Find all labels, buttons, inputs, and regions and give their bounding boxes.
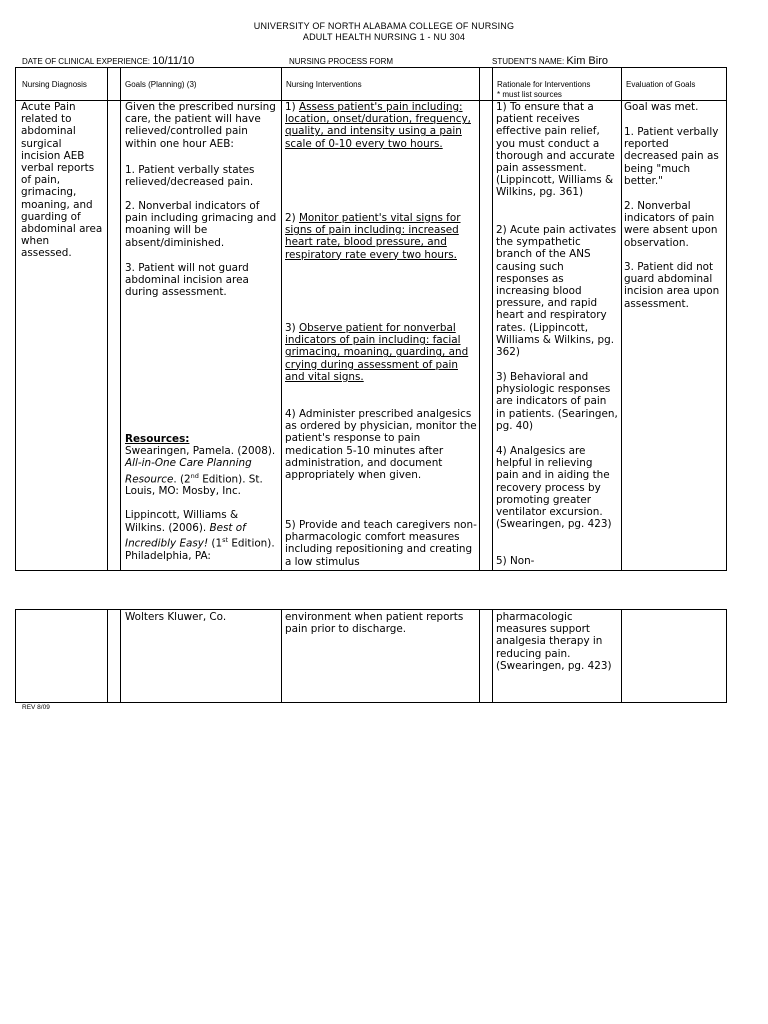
student-name-value: Kim Biro — [566, 55, 608, 67]
evaluation-summary: Goal was met. — [624, 101, 699, 113]
clinical-date — [22, 55, 194, 67]
intervention-5-continued: environment when patient reports pain prior to discharge. — [285, 611, 464, 636]
reference-lippincott: Lippincott, Williams & Wilkins. (2006). Best of Incredibly Easy! (1st Edition). Philadelphia, PA: — [125, 509, 275, 562]
goal-intro: Given the prescribed nursing care, the patient will have relieved/controlled pain within one hour AEB: — [125, 101, 276, 150]
form-title: NURSING PROCESS FORM — [289, 57, 394, 66]
intervention-1: 1) Assess patient's pain including: location, onset/duration, frequency, quality, and intensity using a pain scale of 0-10 every two hours. — [285, 101, 471, 150]
intervention-5: 5) Provide and teach caregivers non-pharmacologic comfort measures including repositioning and creating a low stimulus — [285, 519, 477, 568]
evaluation-3: 3. Patient did not guard abdominal incision area upon assessment. — [624, 261, 720, 310]
diagnosis-text: Acute Pain related to abdominal surgical incision AEB verbal reports of pain, grimacing, moaning, and guarding of abdominal area when assessed. — [21, 101, 103, 260]
nursing-process-table — [15, 67, 727, 571]
col-header-goals: Goals (Planning) (3) — [125, 80, 197, 89]
rationale-5: 5) Non- — [496, 555, 535, 567]
col-header-evaluation: Evaluation of Goals — [626, 80, 696, 89]
goal-1: 1. Patient verbally states relieved/decreased pain. — [125, 164, 255, 189]
continuation-table — [15, 609, 727, 703]
clinical-date-label: DATE OF CLINICAL EXPERIENCE: — [22, 57, 153, 66]
student-name — [492, 55, 608, 67]
rationale-2: 2) Acute pain activates the sympathetic branch of the ANS causing such responses as increasing blood pressure, and rapid heart and respiratory rates. (Lippincott, Williams & Wilkins, pg. 362) — [496, 224, 617, 359]
rationale-3: 3) Behavioral and physiologic responses are indicators of pain in patients. (Searingen, pg. 40) — [496, 371, 618, 432]
student-name-label: STUDENT'S NAME: — [492, 57, 567, 66]
evaluation-1: 1. Patient verbally reported decreased pain as being "much better." — [624, 126, 719, 187]
evaluation-2: 2. Nonverbal indicators of pain were absent upon observation. — [624, 200, 718, 249]
col-header-rationale — [497, 80, 619, 100]
revision-label: REV 8/09 — [22, 704, 50, 711]
goal-2: 2. Nonverbal indicators of pain including grimacing and moaning will be absent/diminished. — [125, 200, 277, 249]
intervention-3: 3) Observe patient for nonverbal indicators of pain including: facial grimacing, moaning, guarding, and crying during assessment of pain and vital signs. — [285, 322, 469, 383]
clinical-date-value: 10/11/10 — [152, 55, 195, 67]
rationale-4: 4) Analgesics are helpful in relieving pain and in aiding the recovery process by promoting greater ventilator excursion. (Swearingen, pg. 423) — [496, 445, 612, 531]
rationale-1: 1) To ensure that a patient receives effective pain relief, you must conduct a thorough and accurate pain assessment. (Lippincott, Williams & Wilkins, pg. 361) — [496, 101, 615, 199]
rationale-5-continued: pharmacologic measures support analgesia therapy in reducing pain. (Swearingen, pg. 423) — [496, 611, 612, 672]
rationale-note: * must list sources — [497, 90, 562, 99]
resources-heading: Resources: — [125, 433, 190, 445]
resources-block — [125, 433, 277, 562]
course-title: ADULT HEALTH NURSING 1 - NU 304 — [302, 32, 466, 42]
reference-swearingen: Swearingen, Pamela. (2008). All-in-One Care Planning Resource. (2nd Edition). St. Louis, MO: Mosby, Inc. — [125, 445, 276, 498]
col-header-interventions: Nursing Interventions — [286, 80, 362, 89]
intervention-2: 2) Monitor patient's vital signs for signs of pain including: increased heart rate, blood pressure, and respiratory rate every two hours. — [285, 212, 461, 261]
reference-lippincott-continued: Wolters Kluwer, Co. — [125, 611, 227, 623]
intervention-4: 4) Administer prescribed analgesics as ordered by physician, monitor the patient's response to pain medication 5-10 minutes after administration, and document appropriately when given. — [285, 408, 477, 482]
col-header-diagnosis: Nursing Diagnosis — [22, 80, 87, 89]
rationale-label: Rationale for Interventions — [497, 80, 591, 89]
goal-3: 3. Patient will not guard abdominal incision area during assessment. — [125, 262, 249, 299]
college-title: UNIVERSITY OF NORTH ALABAMA COLLEGE OF NURSING — [253, 21, 515, 31]
